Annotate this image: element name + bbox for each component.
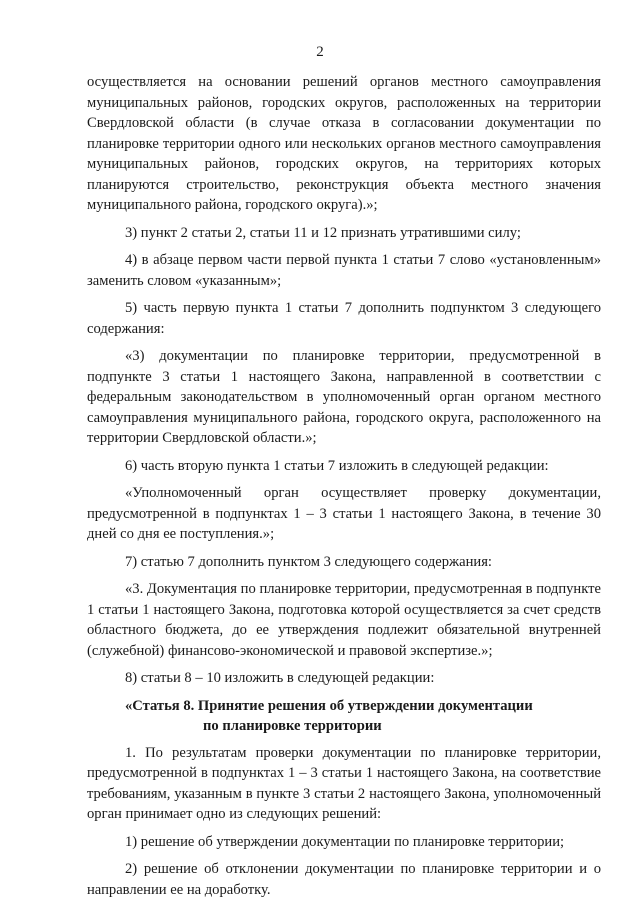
paragraph-item-5: 5) часть первую пункта 1 статьи 7 дополнить подпунктом 3 следующего содержания: [87,300,601,337]
article-heading [87,696,601,737]
paragraph-item-4: 4) в абзаце первом части первой пункта 1 статьи 7 слово «установленным» заменить словом «указанным»; [87,252,601,289]
paragraph-quote-point-3: «3. Документация по планировке территории, предусмотренная в подпункте 1 статьи 1 настоящего Закона, подготовка которой осуществляется за счет средств областного бюджета, до ее утверждения подлежит обязательной внутренней (служебной) финансово-экономической и правовой экспертизе.»; [87,581,601,659]
paragraph-decision-1: 1) решение об утверждении документации по планировке территории; [125,833,565,850]
paragraph-continuation: осуществляется на основании решений органов местного самоуправления муниципальных районов, городских округов, расположенных на территории Свердловской области (в случае отказа в согласовании документации по планировке территории одного или нескольких органов местного самоуправления муниципальных районов, городских округов, на территориях которых планируются строительство, реконструкция объекта местного значения муниципального района, городского округа).»; [87,74,601,213]
paragraph-item-6: 6) часть вторую пункта 1 статьи 7 изложить в следующей редакции: [125,457,549,474]
paragraph-article-point-1: 1. По результатам проверки документации по планировке территории, предусмотренной в подпунктах 1 – 3 статьи 1 настоящего Закона, на соответствие требованиям, указанным в пункте 3 статьи 2 настоящего Закона, уполномоченный орган принимает одно из следующих решений: [87,744,601,822]
paragraph-quote-authority: «Уполномоченный орган осуществляет проверку документации, предусмотренной в подпунктах 1 – 3 статьи 1 настоящего Закона, в течение 30 дней со дня ее поступления.»; [87,485,601,542]
page-number: 2 [316,44,324,60]
paragraph-decision-2: 2) решение об отклонении документации по планировке территории и о направлении ее на доработку. [87,861,601,898]
paragraph-quote-3: «3) документации по планировке территории, предусмотренной в подпункте 3 статьи 1 настоящего Закона, направленной в соответствии с федеральным законодательством в уполномоченный орган органом местного самоуправления муниципального района, городского округа, расположенного на территории Свердловской области.»; [87,348,601,446]
paragraph-item-7: 7) статью 7 дополнить пунктом 3 следующего содержания: [125,553,492,570]
document-body [87,72,601,907]
article-heading-line2: по планировке территории [203,718,382,734]
article-heading-line1: «Статья 8. Принятие решения об утверждении документации [125,697,533,714]
paragraph-item-8: 8) статьи 8 – 10 изложить в следующей редакции: [125,670,435,686]
paragraph-item-3: 3) пункт 2 статьи 2, статьи 11 и 12 признать утратившими силу; [125,224,521,241]
